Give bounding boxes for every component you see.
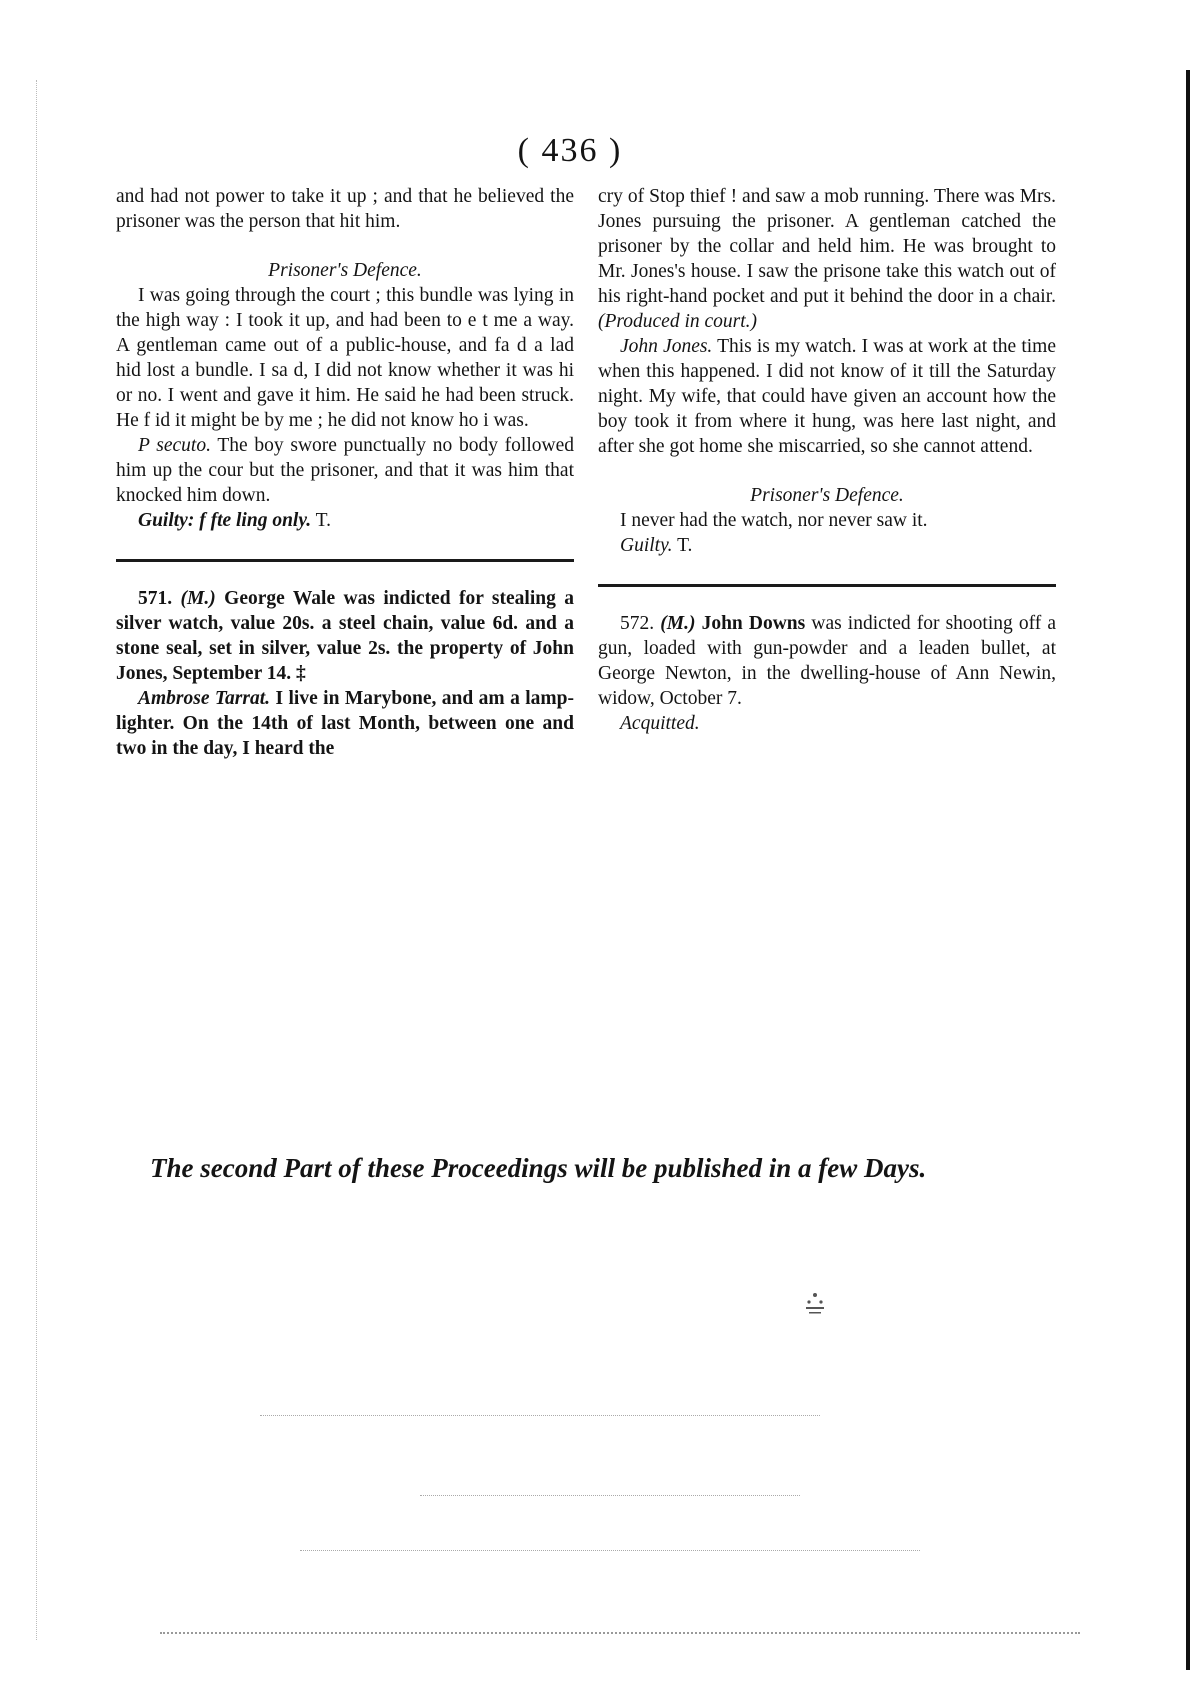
speaker-label: P secuto. [138, 435, 211, 456]
scan-noise [300, 1550, 920, 1552]
verdict: Guilty. [620, 535, 673, 556]
publication-notice: The second Part of these Proceedings will be published in a few Days. [150, 1153, 927, 1183]
court-code: (M.) [660, 613, 696, 634]
court-code: (M.) [180, 588, 216, 609]
paragraph: I never had the watch, nor never saw it. [620, 510, 928, 531]
paragraph-text: The boy swore punctually no body followed him up the cour but the prisoner, and that it was him that knocked him down. [116, 435, 574, 506]
parenthetical: (Produced in court.) [598, 311, 758, 332]
paragraph [116, 433, 574, 508]
defendant-name: John Downs [701, 613, 806, 634]
section-heading: Prisoner's Defence. [750, 485, 904, 506]
scan-noise [260, 1415, 820, 1417]
case-number: 571. [138, 588, 173, 609]
verdict-line [116, 508, 574, 533]
ornament-icon [800, 1290, 830, 1318]
charge-text: was indicted for stealing a silver watch, value 20s. a steel chain, value 6d. and a stone seal, set in silver, value 2s. the property of John Jones, September 14. [116, 588, 575, 684]
sentence-mark: T. [677, 535, 693, 556]
speaker-label: Ambrose Tarrat. [138, 688, 271, 709]
verdict-line: Acquitted. [620, 713, 700, 734]
sentence-mark: T. [315, 510, 332, 531]
paragraph: I was going through the court ; this bundle was lying in the high way : I took it up, and had been to e t me a way. A gentleman came out of a public-house, and fa d a lad hid lost a bundle. I sa d, I did not know whether it was hi or no. I went and gave it him. He said he had been struck. He f id it might be by me ; he did not know ho i was. [116, 285, 574, 431]
paragraph: and had not power to take it up ; and that he believed the prisoner was the person that hit him. [116, 186, 574, 232]
paragraph-text: This is my watch. I was at work at the time when this happened. I did not know of it till the Saturday night. My wife, that could have given an account how the boy took it from where it hung, was here last night, and after she got home she miscarried, so she cannot attend. [598, 336, 1056, 457]
sentence-mark: ‡ [296, 663, 306, 684]
verdict: Guilty: f fte ling only. [138, 510, 312, 531]
charge-text: was indicted for shooting off a gun, loaded with gun-powder and a leaden bullet, at George Newton, in the dwelling-house of Ann Newin, widow, October 7. [598, 613, 1057, 709]
left-column [116, 184, 574, 761]
page-edge-right [1186, 70, 1190, 1670]
section-heading: Prisoner's Defence. [268, 260, 422, 281]
scan-noise [420, 1495, 800, 1497]
speaker-label: John Jones. [620, 336, 713, 357]
case-number: 572. [620, 613, 655, 634]
right-column [598, 184, 1056, 736]
page-edge-left [36, 80, 38, 1640]
paragraph-text: I live in Marybone, and am a lamp-lighter. On the 14th of last Month, between one and two in the day, I heard the [116, 688, 575, 759]
case-entry [598, 611, 1056, 711]
page-number: ( 436 ) [517, 132, 623, 169]
paragraph [598, 334, 1056, 459]
verdict-line [598, 533, 1056, 558]
scan-noise [160, 1632, 1080, 1635]
defendant-name: George Wale [224, 588, 336, 609]
paragraph [598, 184, 1056, 334]
paragraph [116, 686, 574, 761]
paragraph-text: cry of Stop thief ! and saw a mob running. There was Mrs. Jones pursuing the prisoner. A gentleman catched the prisoner by the collar and held him. He was brought to Mr. Jones's house. I saw the prisone take this watch out of his right-hand pocket and put it behind the door in a chair. [598, 186, 1056, 307]
case-entry [116, 586, 574, 686]
